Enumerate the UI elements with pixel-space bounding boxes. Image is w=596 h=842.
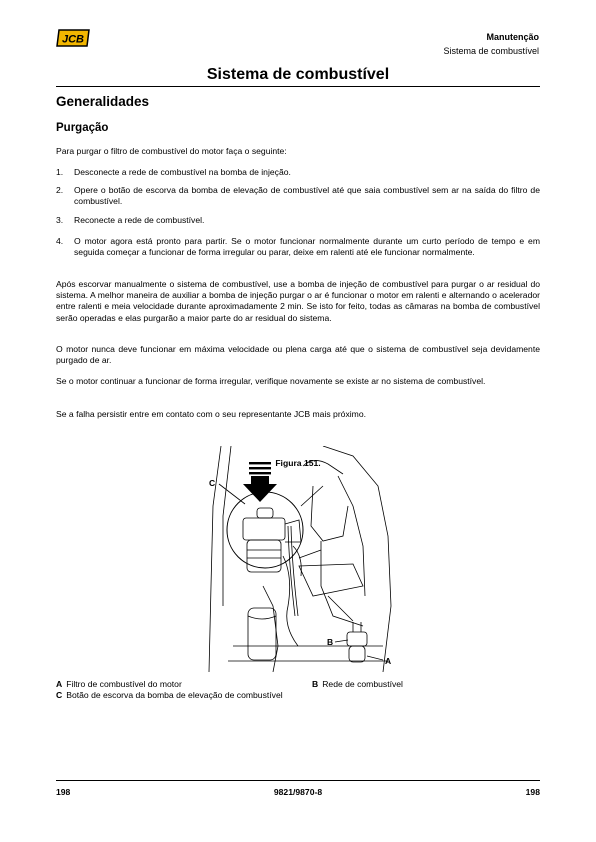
step-item [56,215,540,226]
caption-key: A [56,679,63,689]
body-paragraph: O motor nunca deve funcionar em máxima velocidade ou plena carga até que o sistema de combustível seja devidamente purgado de ar. [56,344,540,366]
body-paragraph: Se o motor continuar a funcionar de forma irregular, verifique novamente se existe ar no sistema de combustível. [56,376,486,386]
callout-c: C [209,478,216,488]
body-paragraph: Após escorvar manualmente o sistema de combustível, use a bomba de injeção de combustível para purgar o ar residual do sistema. A melhor maneira de auxiliar a bomba de injeção purgar o ar é funcionar o motor em ralenti e alternando o acelerador entre ralenti e meia velocidade durante aproximadamente 2 min. Se isto for feito, todas as câmaras na bomba de combustível serão operadas e elas purgarão a maior parte do ar residual do sistema. [56,279,540,323]
callout-b: B [327,637,334,647]
footer-doc-number: 9821/9870-8 [273,787,323,797]
caption-text: Botão de escorva da bomba de elevação de combustível [66,690,283,700]
step-number: 3. [56,215,64,225]
step-text: O motor agora está pronto para partir. Se o motor funcionar normalmente durante um curto período de tempo e em seguida começar a funcionar de forma irregular ou parar, deixe em ralenti até ele funcionar normalmente. [74,236,540,258]
callout-a: A [385,656,392,666]
body-paragraph: Se a falha persistir entre em contato com o seu representante JCB mais próximo. [56,409,366,419]
step-item [56,167,540,178]
intro-paragraph: Para purgar o filtro de combustível do motor faça o seguinte: [56,146,287,156]
step-text: Opere o botão de escorva da bomba de elevação de combustível até que saia combustível sem ar na saída do filtro de combustível. [74,185,540,207]
page-title: Sistema de combustível [206,66,390,83]
step-number: 1. [56,167,64,177]
svg-text:JCB: JCB [61,33,85,46]
jcb-logo [56,28,90,48]
caption-b [312,679,540,690]
caption-key: B [312,679,319,689]
caption-text: Rede de combustível [322,679,403,689]
running-header [443,30,539,58]
step-text: Reconecte a rede de combustível. [74,215,205,225]
caption-a [56,679,306,690]
title-divider [56,86,540,87]
heading-purgacao: Purgação [56,122,109,134]
caption-key: C [56,690,63,700]
header-subsection: Sistema de combustível [443,46,539,56]
heading-generalidades: Generalidades [56,94,150,109]
step-number: 2. [56,185,64,195]
footer-divider [56,780,540,781]
figure-title: Figura 151. [275,458,321,468]
step-text: Desconecte a rede de combustível na bomba de injeção. [74,167,291,177]
caption-c [56,690,299,701]
header-section: Manutenção [486,32,539,42]
footer-page-left: 198 [56,787,71,797]
caption-text: Filtro de combustível do motor [66,679,182,689]
fuel-filter-illustration [203,446,393,672]
step-number: 4. [56,236,64,246]
step-item [56,185,540,207]
footer-page-right: 198 [525,787,540,797]
step-item [56,236,540,258]
